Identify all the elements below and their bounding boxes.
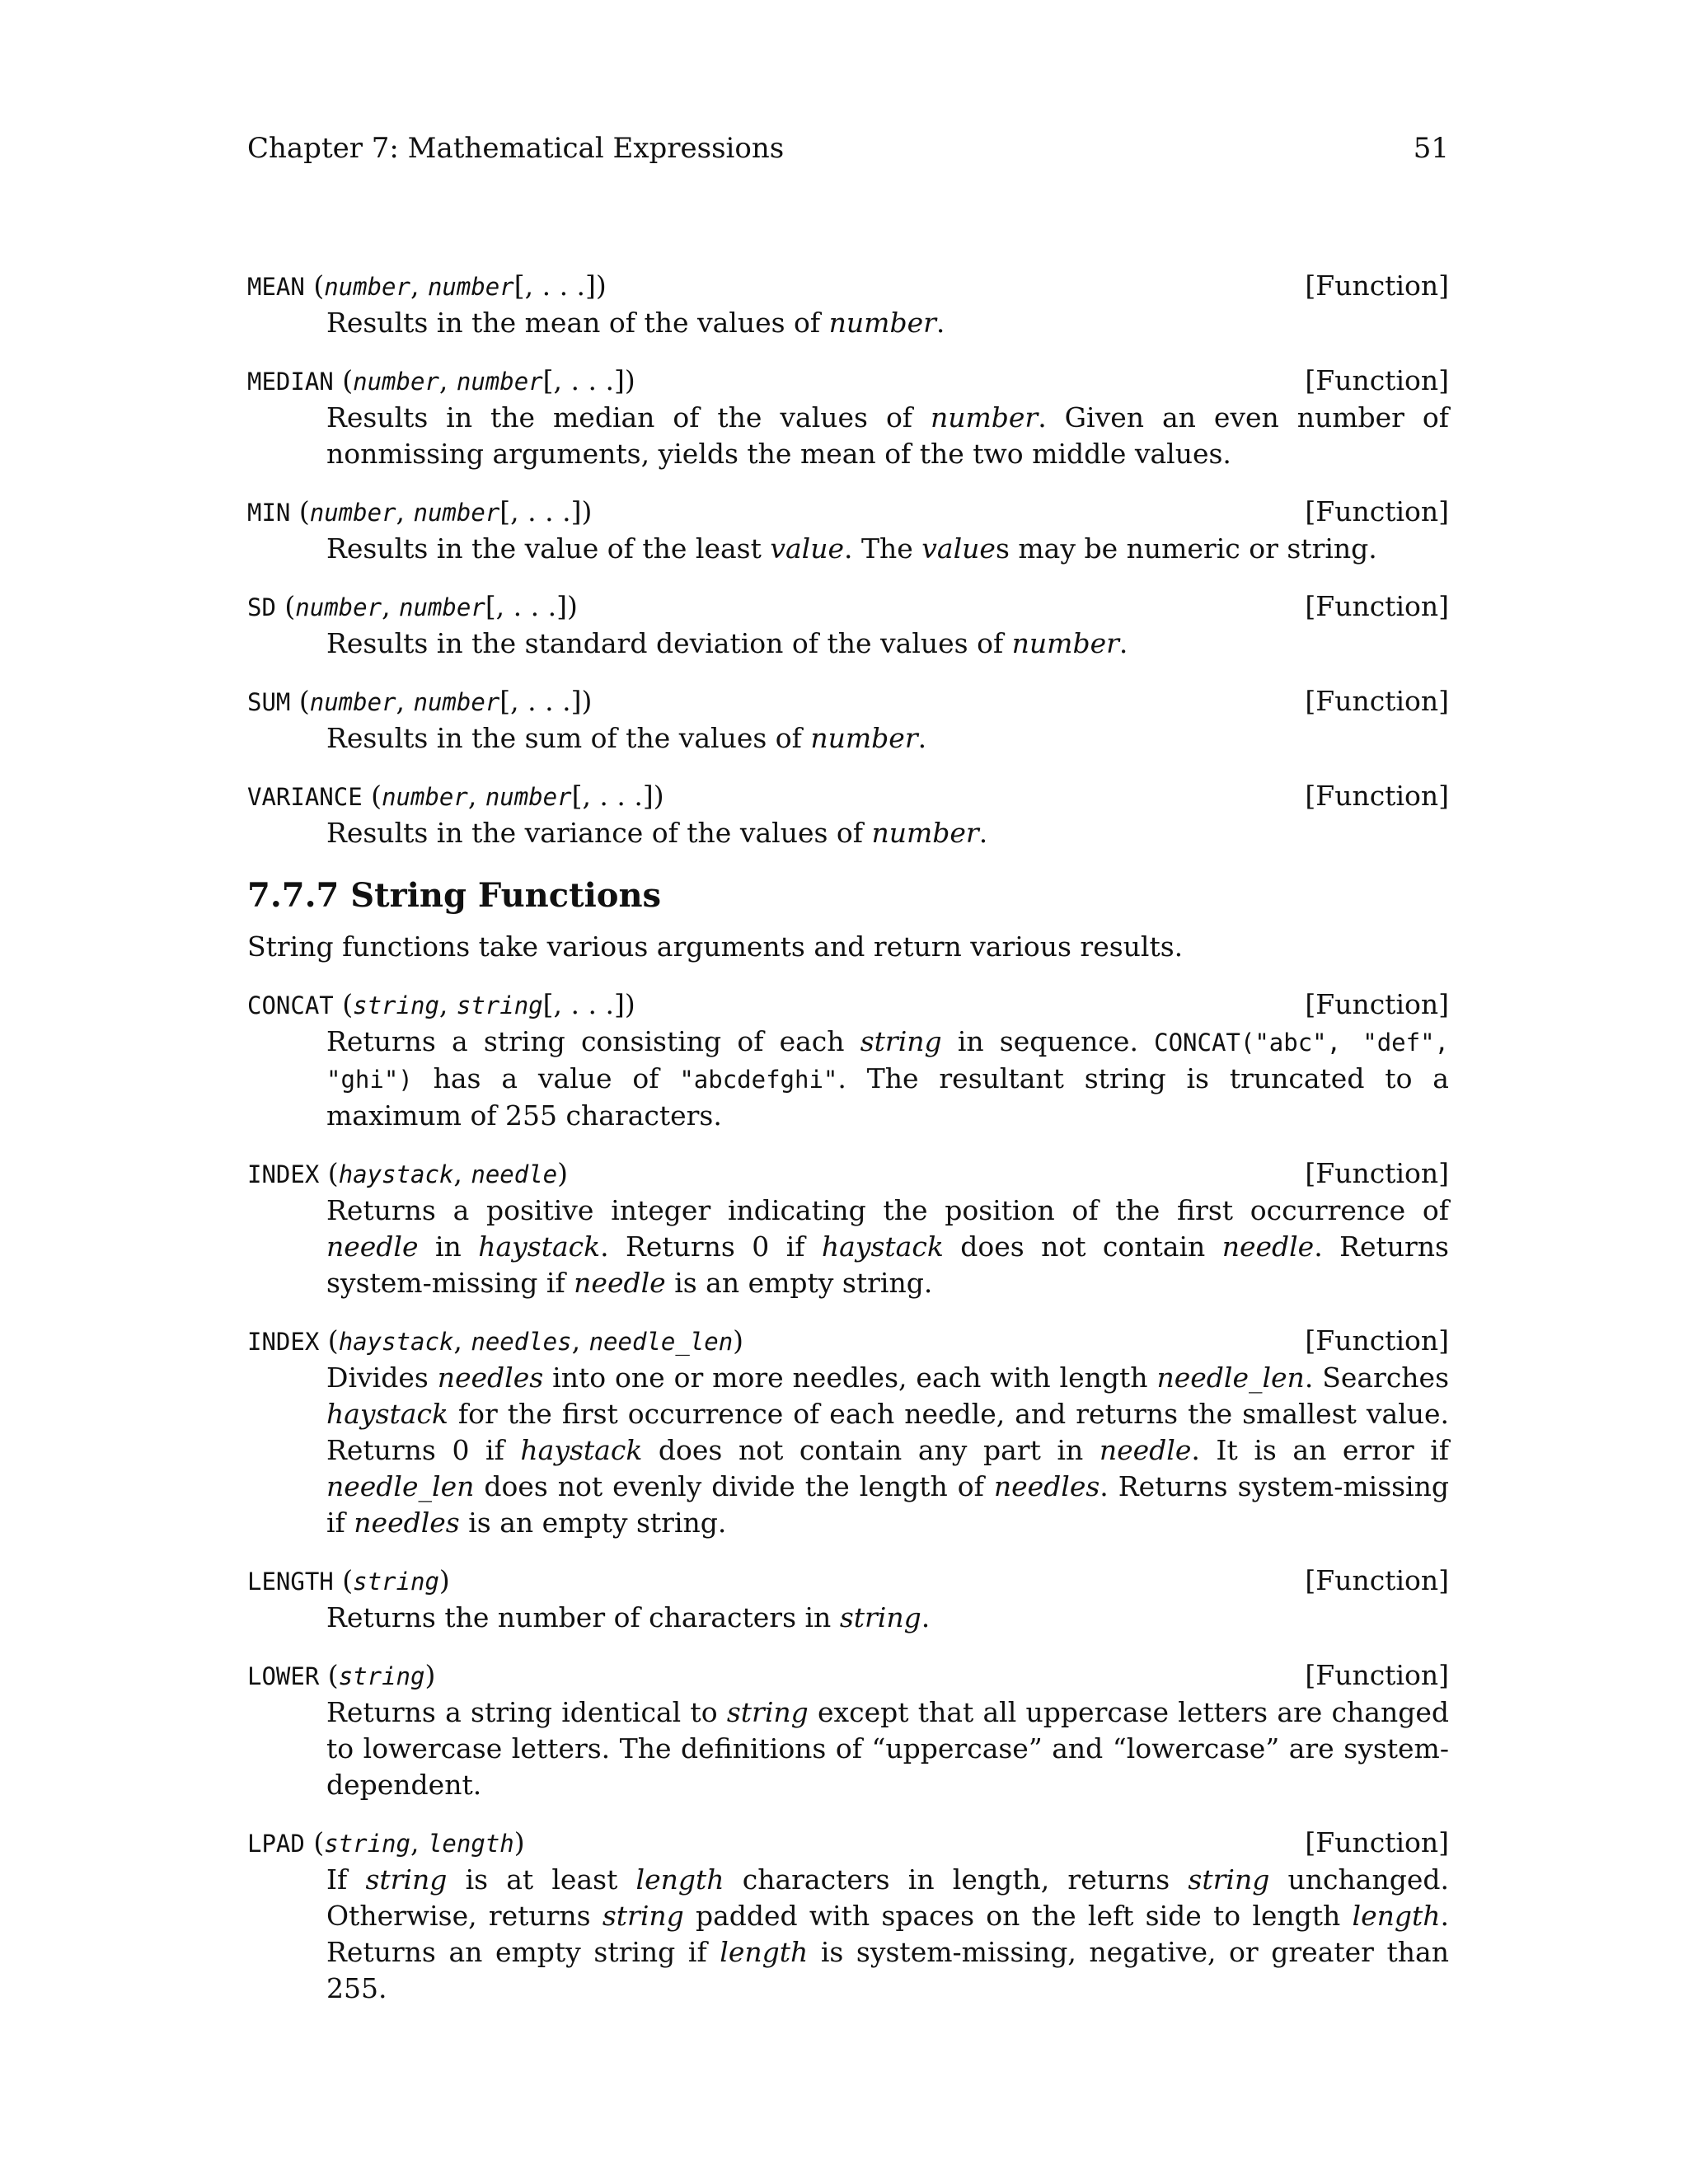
section-intro: String functions take various arguments and return various results.: [247, 930, 1184, 963]
function-name: MEAN: [247, 273, 305, 301]
function-description: If string is at least length characters in length, returns string unchanged. Otherwise, returns string padded with spaces on the left side to length length. Returns an empty string if length is system-missing, negative, or greater than 255.: [326, 1863, 1449, 2004]
function-signature: CONCAT (string, string[, . . .]) [Function]: [247, 987, 1449, 1024]
function-entry-index-needle-len: [247, 1323, 1449, 1541]
function-entry-concat: [247, 987, 1449, 1134]
function-arg: number: [456, 368, 543, 396]
function-tag: [Function]: [1305, 780, 1449, 812]
function-description: Returns a positive integer indicating the position of the first occurrence of needle in haystack. Returns 0 if haystack does not contain needle. Returns system-missing if needle is an empty string.: [326, 1194, 1449, 1299]
function-arg: number: [427, 273, 514, 301]
function-tag: [Function]: [1305, 988, 1449, 1020]
section-number: 7.7.7: [247, 876, 340, 915]
function-name: LPAD: [247, 1830, 305, 1858]
function-name: INDEX: [247, 1160, 320, 1188]
function-tag: [Function]: [1305, 1324, 1449, 1357]
page-number: 51: [1413, 132, 1449, 165]
function-arg: number: [382, 783, 468, 811]
function-description: Results in the value of the least value. The values may be numeric or string.: [326, 532, 1377, 565]
function-tag: [Function]: [1305, 1157, 1449, 1189]
code-result: "abcdefghi": [679, 1066, 838, 1094]
function-arg: number: [324, 273, 410, 301]
function-arg: number: [485, 783, 572, 811]
function-arg: number: [309, 688, 396, 716]
function-tag: [Function]: [1305, 590, 1449, 622]
function-name: VARIANCE: [247, 783, 363, 811]
function-arg: haystack: [338, 1160, 454, 1188]
function-arg: needles: [471, 1328, 572, 1356]
function-name: LENGTH: [247, 1568, 334, 1596]
page-header: [247, 130, 1449, 166]
function-name: SUM: [247, 688, 291, 716]
function-arg: number: [295, 593, 382, 621]
function-description: Returns a string consisting of each string in sequence. CONCAT("abc", "def", "ghi") has a value of "abcdefghi". The resultant string is truncated to a maximum of 255 characters.: [326, 1025, 1449, 1132]
function-signature: LOWER (string) [Function]: [247, 1657, 1449, 1694]
function-signature: LENGTH (string) [Function]: [247, 1563, 1449, 1600]
function-arg: haystack: [338, 1328, 454, 1356]
function-arg: number: [353, 368, 439, 396]
function-arg: length: [427, 1830, 514, 1858]
section-title: String Functions: [350, 876, 662, 915]
function-tag: [Function]: [1305, 1564, 1449, 1596]
function-tag: [Function]: [1305, 685, 1449, 717]
function-description: Results in the sum of the values of number.: [326, 722, 927, 754]
function-name: CONCAT: [247, 991, 334, 1019]
function-arg: string: [353, 1568, 439, 1596]
function-description: Results in the variance of the values of number.: [326, 817, 988, 849]
function-signature: VARIANCE (number, number[, . . .]) [Function]: [247, 778, 1449, 815]
function-description: Returns a string identical to string except that all uppercase letters are changed to lowercase letters. The definitions of “uppercase” and “lowercase” are system-dependent.: [326, 1696, 1450, 1801]
function-signature: MEAN (number, number[, . . .]) [Function]: [247, 268, 1449, 305]
function-description: Results in the standard deviation of the values of number.: [326, 627, 1128, 659]
function-arg: number: [413, 499, 500, 527]
function-description: Results in the median of the values of number. Given an even number of nonmissing arguments, yields the mean of the two middle values.: [326, 401, 1449, 470]
function-entry-length: [247, 1563, 1449, 1636]
function-tag: [Function]: [1305, 1826, 1449, 1858]
function-entry-min: [247, 494, 1449, 567]
code-example: CONCAT("abc", "def", "ghi"): [326, 1029, 1449, 1094]
function-entry-mean: [247, 268, 1449, 341]
function-name: SD: [247, 593, 276, 621]
function-entry-lower: [247, 1657, 1449, 1803]
page-content: [247, 268, 1449, 2028]
function-tag: [Function]: [1305, 269, 1449, 302]
function-entry-lpad: [247, 1825, 1449, 2007]
function-arg: number: [309, 499, 396, 527]
function-description: Returns the number of characters in string.: [326, 1601, 931, 1633]
function-description: Divides needles into one or more needles, each with length needle_len. Searches haystack for the first occurrence of each needle, and returns the smallest value. Returns 0 if haystack does not contain any part in needle. It is an error if needle_len does not evenly divide the length of needles. Returns system-missing if needles is an empty string.: [326, 1361, 1450, 1539]
function-entry-sum: [247, 683, 1449, 757]
function-signature: INDEX (haystack, needle) [Function]: [247, 1155, 1449, 1193]
function-signature: MIN (number, number[, . . .]) [Function]: [247, 494, 1449, 531]
function-arg: string: [324, 1830, 410, 1858]
function-name: MEDIAN: [247, 368, 334, 396]
function-signature: LPAD (string, length) [Function]: [247, 1825, 1449, 1862]
function-arg: string: [353, 991, 439, 1019]
function-description: Results in the mean of the values of number.: [326, 307, 945, 339]
function-arg: string: [338, 1662, 425, 1690]
function-name: LOWER: [247, 1662, 320, 1690]
function-signature: MEDIAN (number, number[, . . .]) [Function]: [247, 363, 1449, 400]
chapter-title: Chapter 7: Mathematical Expressions: [247, 132, 785, 165]
section-heading: [247, 873, 1449, 919]
function-entry-sd: [247, 588, 1449, 662]
function-name: MIN: [247, 499, 291, 527]
function-arg: number: [399, 593, 485, 621]
function-tag: [Function]: [1305, 364, 1449, 396]
function-entry-median: [247, 363, 1449, 472]
function-signature: SUM (number, number[, . . .]) [Function]: [247, 683, 1449, 720]
function-signature: INDEX (haystack, needles, needle_len) [Function]: [247, 1323, 1449, 1360]
function-arg: number: [413, 688, 500, 716]
function-tag: [Function]: [1305, 495, 1449, 527]
function-name: INDEX: [247, 1328, 320, 1356]
function-arg: needle_len: [588, 1328, 734, 1356]
function-signature: SD (number, number[, . . .]) [Function]: [247, 588, 1449, 626]
function-arg: string: [456, 991, 543, 1019]
function-entry-variance: [247, 778, 1449, 851]
function-arg: needle: [471, 1160, 558, 1188]
function-tag: [Function]: [1305, 1659, 1449, 1691]
function-entry-index: [247, 1155, 1449, 1301]
